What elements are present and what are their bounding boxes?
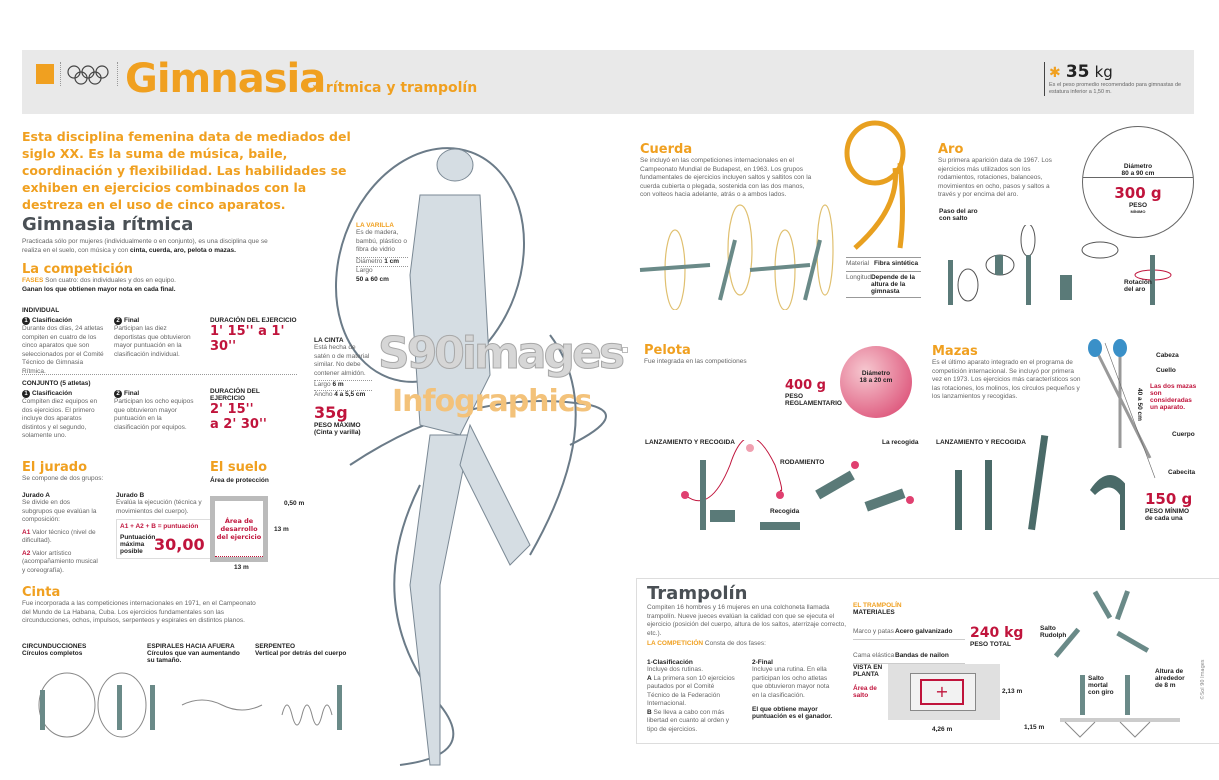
stat-unit: kg xyxy=(1094,63,1113,81)
recogida-label: Recogida xyxy=(770,508,800,515)
dur-value: 2' 15'' xyxy=(210,402,254,417)
move-desc: Vertical por detrás del cuerpo xyxy=(255,650,347,657)
square-icon xyxy=(622,347,628,353)
f1-b-text: Se lleva a cabo con más libertad en cuanto al orden y tipo de ejercicios. xyxy=(647,708,730,733)
score-formula: A1 + A2 + B = puntuación xyxy=(120,523,199,530)
cinta-info xyxy=(314,337,372,436)
aro-title: Aro xyxy=(938,142,964,157)
fase-1 xyxy=(647,659,737,734)
height-dim: 2,13 m xyxy=(1002,688,1023,695)
dur-label: DURACIÓN DEL EJERCICIO xyxy=(210,388,260,402)
a1-label: A1 xyxy=(22,528,31,536)
pelota-figures xyxy=(650,440,930,535)
peso-sub: de cada una xyxy=(1145,515,1183,522)
rod-label: RODAMIENTO xyxy=(780,459,825,466)
fase-2 xyxy=(752,659,834,720)
mazas-weight xyxy=(1145,490,1192,522)
ritmica-apparatus: cinta, cuerda, aro, pelota o mazas. xyxy=(130,246,236,254)
peso-label: PESO xyxy=(1128,202,1148,209)
altura-label: Altura de alrededor de 8 m xyxy=(1155,668,1185,689)
alto-dim: 1,15 m xyxy=(1024,724,1045,731)
aro-figures xyxy=(940,225,1180,310)
cuerda-figures xyxy=(635,200,835,310)
c1-text: Durante dos días, 24 atletas compiten en cuatro de los cinco aparatos que son seleccionados por el Comité Técnico de Gimnasia Rítmica. xyxy=(22,325,104,375)
diam-label: Diámetro xyxy=(861,370,891,377)
rotacion-label: Rotación del aro xyxy=(1124,279,1152,293)
cuerda-specs xyxy=(846,257,921,298)
pelota-weight xyxy=(785,378,842,407)
competicion-title: La competición xyxy=(22,262,133,277)
lacinta-text: Está hecha de satén o de material similar. No debe contener almidón. xyxy=(314,344,370,377)
diam-label: Diámetro xyxy=(356,257,383,265)
ancho-value: 4 a 5,5 cm xyxy=(334,390,366,398)
trampolin-plan xyxy=(888,664,1000,720)
pelota-title: Pelota xyxy=(644,343,691,358)
move-title: SERPENTEO xyxy=(255,643,296,650)
ball-illustration xyxy=(840,346,912,418)
varilla-title: LA VARILLA xyxy=(356,222,394,229)
suelo-title: El suelo xyxy=(210,460,268,475)
material-label: Material xyxy=(846,260,870,267)
mazas-section xyxy=(932,344,1082,402)
m2-value: Bandas de nailon xyxy=(895,652,949,659)
fases-text: Son cuatro: dos individuales y dos en equipo. xyxy=(45,277,176,284)
divider xyxy=(60,62,61,86)
jurado-a-text: Se divide en dos subgrupos que evalúan la composición: xyxy=(22,499,97,523)
la-recogida-label: La recogida xyxy=(882,439,919,446)
move-title: ESPIRALES HACIA AFUERA xyxy=(147,643,235,650)
peso-value: 150 g xyxy=(1145,490,1193,508)
largo-value: 50 a 60 cm xyxy=(356,275,389,283)
aro-text: Su primera aparición data de 1967. Los ejercicios más utilizados son los rodamientos, rotaciones, balanceos, movimientos en ocho, pasos y saltos a través y por encima del aro. xyxy=(938,157,1052,198)
jurado-title: El jurado xyxy=(22,460,87,475)
plus-icon: + xyxy=(920,679,964,705)
pelota-text: Fue integrada en las competiciones xyxy=(644,358,747,365)
asterisk-icon: ✱ xyxy=(1049,65,1061,81)
mazas-text: Es el último aparato integrado en el programa de competición internacional. Se incluyó por primera vez en 1973. Los ejercicios más característicos son las rotaciones, los molinos, los círculos pequeños y los lanzamientos y recogidas. xyxy=(932,359,1081,400)
f1-text: Incluye dos rutinas. xyxy=(647,666,704,673)
jurado-b-title: Jurado B xyxy=(116,492,145,499)
area-label: Área de salto xyxy=(853,685,877,699)
conjunto-label: CONJUNTO (5 atletas) xyxy=(22,380,91,387)
cinta-section xyxy=(22,585,262,626)
part-cuello: Cuello xyxy=(1156,367,1176,374)
paso-label: Paso del aro con salto xyxy=(939,208,978,222)
mazas-note: Las dos mazas son consideradas un aparato. xyxy=(1150,383,1197,411)
cuerda-title: Cuerda xyxy=(640,142,693,157)
length-label: 40 a 50 cm xyxy=(1136,388,1143,421)
jurado-b-text: Evalúa la ejecución (técnica y movimientos del cuerpo). xyxy=(116,499,202,515)
part-cuerpo: Cuerpo xyxy=(1172,431,1195,438)
weight-stat xyxy=(1044,62,1194,96)
peso-label: PESO MÁXIMO xyxy=(314,422,361,429)
peso-value: 400 g xyxy=(785,378,826,393)
peso-value: 35g xyxy=(314,403,348,422)
rudolph-label: Salto Rudolph xyxy=(1040,625,1067,639)
peso-note: (Cinta y varilla) xyxy=(314,429,361,436)
f2-bold: El que obtiene mayor puntuación es el ganador. xyxy=(752,706,833,720)
trampolin-materials xyxy=(853,602,965,664)
f1-a-text: La primera son 10 ejercicios pautados por el Comité Técnico de la Federación Internacional. xyxy=(647,674,735,707)
max-score: 30,00 xyxy=(154,535,205,554)
lanz-label: LANZAMIENTO Y RECOGIDA xyxy=(645,439,735,446)
fases-bold: Ganan los que obtienen mayor nota en cada final. xyxy=(22,285,176,293)
cuerda-section xyxy=(640,142,815,200)
m1-label: Marco y patas xyxy=(853,628,894,635)
watermark-brand: Infographics xyxy=(392,384,592,419)
margin-label: 0,50 m xyxy=(284,500,305,507)
c1-text: Compiten diez equipos en dos ejercicios. El primero incluye dos aparatos distintos y el segundo, solamente uno. xyxy=(22,398,98,439)
vista-label: VISTA EN PLANTA xyxy=(853,664,883,678)
move-title: CIRCUNDUCCIONES xyxy=(22,643,87,650)
move-desc: Círculos que van aumentando su tamaño. xyxy=(147,650,240,664)
c1-title: Clasificación xyxy=(32,317,73,324)
varilla-info xyxy=(356,222,408,284)
a1-text: Valor técnico (nivel de dificultad). xyxy=(22,528,96,544)
diam-value: 80 a 90 cm xyxy=(1083,170,1193,178)
c2-title: Final xyxy=(124,390,140,397)
diam-value: 1 cm xyxy=(384,257,400,265)
trampolin-weight xyxy=(970,625,1023,648)
move-desc: Círculos completos xyxy=(22,650,83,657)
largo-value: 6 m xyxy=(332,381,344,388)
individual-label: INDIVIDUAL xyxy=(22,307,60,314)
peso-label: PESO xyxy=(785,393,804,400)
ritmica-title: Gimnasia rítmica xyxy=(22,214,194,235)
ritmica-text: Practicada sólo por mujeres (individualmente o en conjunto), es una disciplina que se realiza en el suelo, con música y con xyxy=(22,238,268,254)
trampolin-section xyxy=(647,583,847,649)
part-cabeza: Cabeza xyxy=(1156,352,1179,359)
stat-text: Es el peso promedio recomendado para gimnastas de estatura inferior a 1,50 m. xyxy=(1049,82,1182,95)
side-label: 13 m xyxy=(274,526,289,533)
varilla-text: Es de madera, bambú, plástico o fibra de vidrio xyxy=(356,229,407,253)
peso-value: 300 g xyxy=(1114,184,1162,202)
comp-label: LA COMPETICIÓN xyxy=(647,640,704,647)
lanz-label: LANZAMIENTO Y RECOGIDA xyxy=(936,439,1026,446)
materiales-label: MATERIALES xyxy=(853,609,895,616)
m1-value: Acero galvanizado xyxy=(895,628,953,635)
a2-label: A2 xyxy=(22,549,31,557)
divider xyxy=(117,62,118,86)
hoop-diagram xyxy=(1082,126,1194,238)
largo-label: Largo xyxy=(356,267,373,274)
dur-label: DURACIÓN DEL EJERCICIO xyxy=(210,317,297,324)
a2-text: Valor artístico (acompañamiento musical y coreografía). xyxy=(22,549,98,574)
page-title: Gimnasia xyxy=(125,56,326,102)
longitud-label: Longitud xyxy=(846,273,871,281)
bottom-label: 13 m xyxy=(234,564,249,571)
protect-label: Área de protección xyxy=(210,477,269,484)
material-value: Fibra sintética xyxy=(874,260,919,267)
trampolin-text: Compiten 16 hombres y 16 mujeres en una colchoneta llamada trampolín. Nueve jueces evalúan la calidad con que se ejecuta el ejercicio (posición del cuerpo, altura de los saltos, aterrizaje correcto, etc.). xyxy=(647,604,847,637)
pelota-section xyxy=(644,343,784,367)
gymnast-logo-icon xyxy=(36,64,54,84)
cinta-title: Cinta xyxy=(22,585,61,600)
c1-title: Clasificación xyxy=(32,390,73,397)
trampolin-title: Trampolín xyxy=(647,583,748,604)
cinta-figures xyxy=(22,665,362,745)
cinta-text: Fue incorporada a las competiciones internacionales en 1971, en el Campeonato del Mundo de La Habana, Cuba. Los ejercicios fundamentales son las circunducciones, ochos, impulsos, serpenteos y espirales en distintos planos. xyxy=(22,600,256,624)
comp-text: Consta de dos fases: xyxy=(704,640,766,647)
floor-diagram xyxy=(210,496,268,562)
intro-text: Esta disciplina femenina data de mediados del siglo XX. Es la suma de música, baile, coordinación y flexibilidad. Las habilidades se exhiben en ejercicios combinados con la destreza en el uso de cinco aparatos. xyxy=(22,129,351,212)
c2-text: Participan las diez deportistas que obtuvieron mayor puntuación en la clasificación individual. xyxy=(114,325,191,358)
olympic-rings-icon xyxy=(66,64,114,86)
f1-b: B xyxy=(647,708,652,716)
mortal-label: Salto mortal con giro xyxy=(1088,675,1114,696)
f1-title: 1-Clasificación xyxy=(647,659,693,666)
aro-section xyxy=(938,142,1063,200)
peso-sub: REGLAMENTARIO xyxy=(785,400,842,407)
mazas-title: Mazas xyxy=(932,344,978,359)
diam-label: Diámetro xyxy=(1123,163,1153,170)
peso-value: 240 kg xyxy=(970,625,1024,641)
f2-text: Incluye una rutina. En ella participan los ocho atletas que obtuvieron mayor nota en la clasificación. xyxy=(752,666,830,699)
dur-value: a 2' 30'' xyxy=(210,417,267,432)
largo-label: Largo xyxy=(314,381,331,388)
conjunto-block: CONJUNTO (5 atletas) 1 Clasificación Compiten diez equipos en dos ejercicios. El primero incluye dos aparatos distintos y el segundo, solamente uno. 2 Final Participan los ocho equipos que obtuvieron mayor puntuación en la clasificación por equipos. DURACIÓN DEL EJERCICIO 2' 15'' a 2' 30'' xyxy=(22,380,297,387)
jurado-section xyxy=(22,460,207,574)
f1-a: A xyxy=(647,674,652,682)
suelo-section xyxy=(210,460,310,575)
peso-label: PESO MÍNIMO xyxy=(1145,508,1190,515)
floor-area-label: Área de desarrollo del ejercicio xyxy=(215,501,263,557)
fases-label: FASES xyxy=(22,277,44,284)
max-label: Puntuación máxima posible xyxy=(120,534,156,555)
m2-label: Cama elástica xyxy=(853,652,895,659)
cuerda-text: Se incluyó en las competiciones internacionales en el Campeonato Mundial de Budapest, en 1963. Los grupos fundamentales de ejercicios incluyen saltos y saltitos con la cuerda cubierta o plegada, sostenida con las dos manos, con volteos hacia adelante, atrás o a ambos lados. xyxy=(640,157,812,198)
jurado-a-title: Jurado A xyxy=(22,492,50,499)
ancho-label: Ancho xyxy=(314,390,333,398)
diam-value: 18 a 20 cm xyxy=(859,377,893,384)
lacinta-title: LA CINTA xyxy=(314,337,344,344)
peso-label: PESO TOTAL xyxy=(970,641,1011,648)
page-subtitle: » rítmica y trampolín xyxy=(312,80,478,96)
stat-value: 35 xyxy=(1065,62,1090,82)
longitud-value: Depende de la altura de la gimnasta xyxy=(870,273,916,295)
individual-block: INDIVIDUAL 1 Clasificación Durante dos días, 24 atletas compiten en cuatro de los cinco aparatos que son seleccionados por el Comité Técnico de Gimnasia Rítmica. 2 Final Participan las diez deportistas que obtuvieron mayor puntuación en la clasificación individual. DURACIÓN DEL EJERCICIO 1' 15'' a 1' 30'' xyxy=(22,307,297,375)
peso-sub: MÍNIMO xyxy=(1130,209,1146,214)
watermark-outline: S90images xyxy=(378,328,623,379)
part-cabecita: Cabecita xyxy=(1168,469,1196,476)
el-trampolin-label: EL TRAMPOLÍN xyxy=(853,602,902,609)
c2-title: Final xyxy=(124,317,140,324)
dur-value: 1' 15'' a 1' 30'' xyxy=(210,324,285,354)
credit: ©Sol 90 Images xyxy=(1200,659,1206,700)
jurado-text: Se compone de dos grupos: xyxy=(22,475,104,482)
f2-title: 2-Final xyxy=(752,659,773,666)
width-dim: 4,26 m xyxy=(932,726,953,733)
rope-illustration xyxy=(840,118,910,258)
trampolin-figures xyxy=(1030,580,1180,745)
c2-text: Participan los ocho equipos que obtuvieron mayor puntuación en la clasificación por equipos. xyxy=(114,398,194,431)
